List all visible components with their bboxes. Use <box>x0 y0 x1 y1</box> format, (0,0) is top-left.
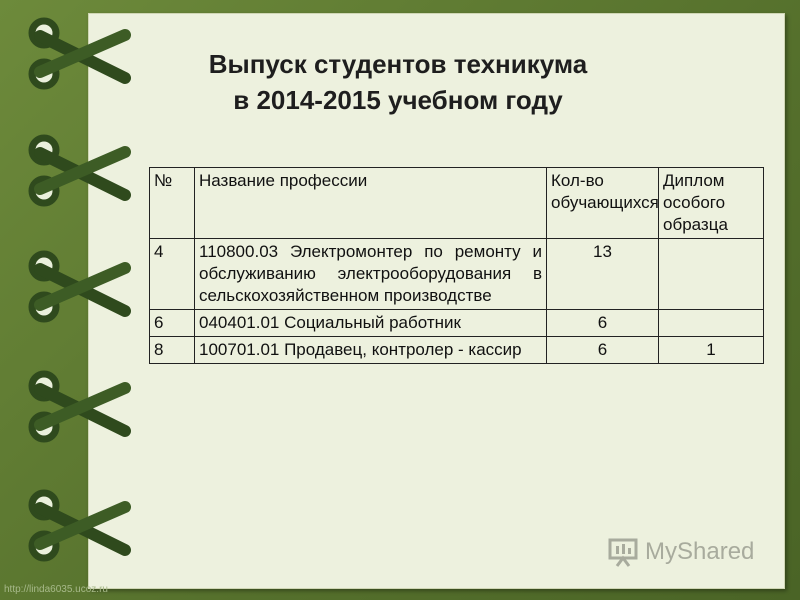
source-watermark: http://linda6035.ucoz.ru <box>4 584 108 595</box>
row-count: 13 <box>547 239 659 310</box>
table-row <box>150 239 764 310</box>
row-diploma <box>659 239 764 310</box>
header-diploma: Диплом особого образца <box>659 168 764 239</box>
ring-pair-4 <box>32 374 125 439</box>
title-line-1: Выпуск студентов техникума <box>208 49 588 79</box>
row-num: 4 <box>150 239 195 310</box>
slide-title <box>88 46 708 118</box>
table-header-row <box>150 168 764 239</box>
presentation-board-icon <box>607 536 641 568</box>
row-name: 110800.03 Электромонтер по ремонту и обслуживанию электрооборудования в сельскохозяйственном производстве <box>195 239 547 310</box>
row-count: 6 <box>547 337 659 364</box>
header-num: № <box>150 168 195 239</box>
ring-pair-5 <box>32 493 125 558</box>
row-name: 100701.01 Продавец, контролер - кассир <box>195 337 547 364</box>
ring-pair-2 <box>32 138 125 203</box>
row-diploma <box>659 310 764 337</box>
logo-text: MyShared <box>645 538 755 565</box>
header-count: Кол-во обучающихся <box>547 168 659 239</box>
title-line-2: в 2014-2015 учебном году <box>233 85 563 115</box>
header-name: Название профессии <box>195 168 547 239</box>
ring-pair-3 <box>32 254 125 319</box>
row-num: 6 <box>150 310 195 337</box>
table-row <box>150 310 764 337</box>
table-row <box>150 337 764 364</box>
row-num: 8 <box>150 337 195 364</box>
myshared-logo <box>607 535 754 569</box>
row-diploma: 1 <box>659 337 764 364</box>
graduates-table <box>149 167 764 364</box>
row-count: 6 <box>547 310 659 337</box>
row-name: 040401.01 Социальный работник <box>195 310 547 337</box>
